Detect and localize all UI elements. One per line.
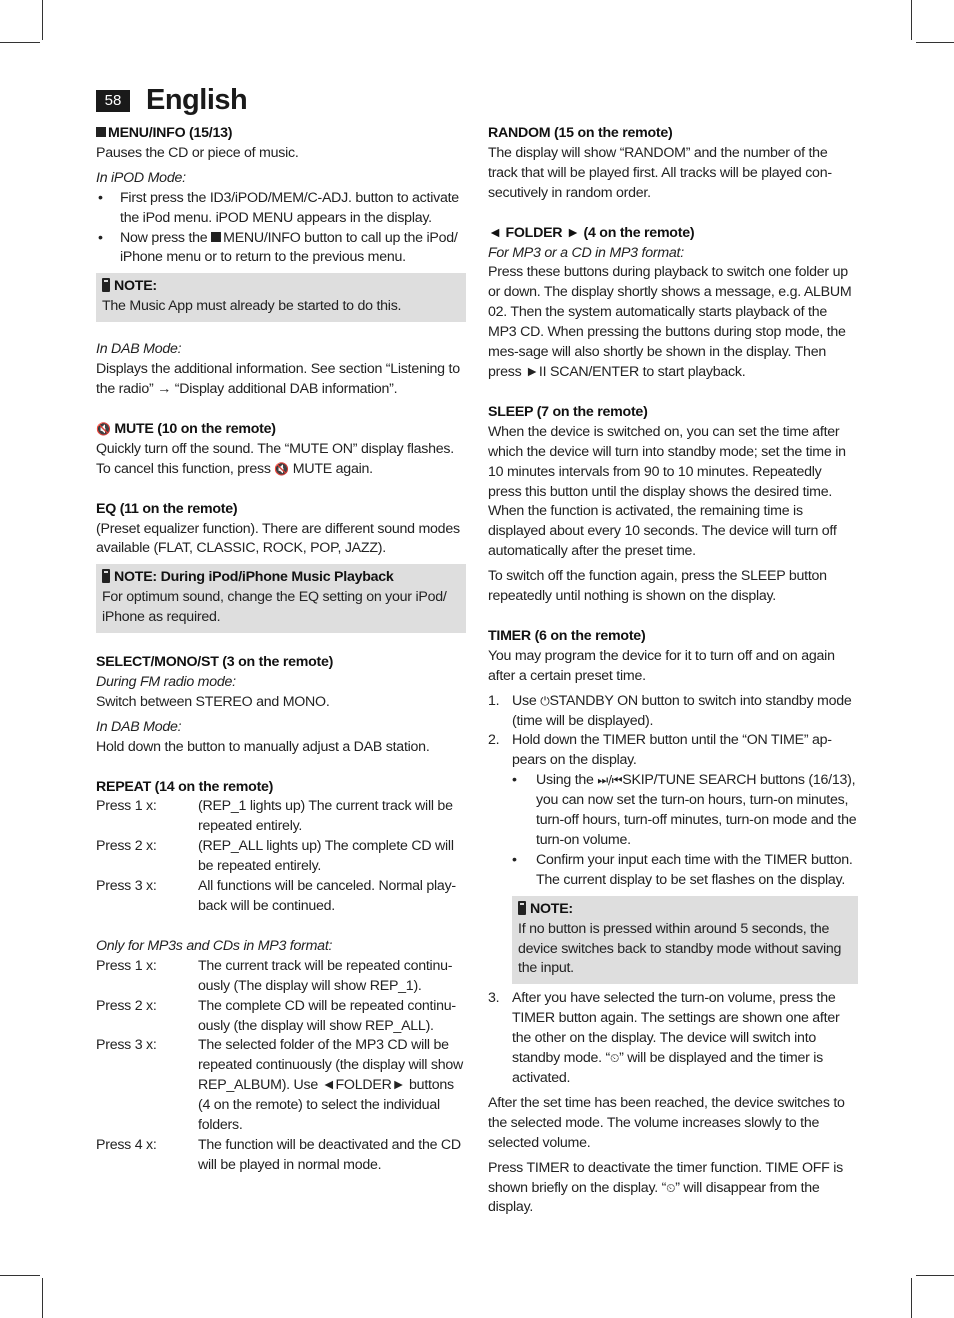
fm-text: Switch between STEREO and MONO. [96, 693, 330, 710]
crop-mark [0, 1275, 40, 1276]
crop-mark [42, 0, 43, 40]
list-item: • First press the ID3/iPOD/MEM/C-ADJ. button to activate the iPod menu. iPOD MENU appears in the display. [98, 189, 459, 226]
crop-mark [911, 0, 912, 40]
sleep-text-2: To switch off the function again, press the SLEEP button repeatedly until nothing is shown on the display. [488, 568, 827, 605]
dab-text: Hold down the button to manually adjust a DAB station. [96, 738, 430, 755]
menu-info-heading: MENU/INFO (15/13) [96, 124, 466, 144]
random-heading: RANDOM (15 on the remote) [488, 125, 673, 141]
mp3-heading: Only for MP3s and CDs in MP3 format: [96, 937, 333, 954]
page-number: 58 [96, 90, 130, 112]
timer-deactivate-text: Press TIMER to deactivate the timer function. TIME OFF is shown briefly on the display. “⏲” will disappear from the display. [488, 1159, 844, 1216]
table-row: Press 1 x: (REP_1 lights up) The current track will be repeated entirely. [96, 798, 453, 835]
folder-text: Press these buttons during playback to switch one folder up or down. The display shortly shows a message, e.g. ALBUM 02. Then the system automatically starts playback of the MP3 CD. When pressing the buttons during stop mode, the mes-sage will also shortly be shown in the display. Then press ►II SCAN/ENTER to start playback. [488, 264, 852, 380]
power-icon: ⏻ [540, 693, 550, 708]
mute-icon: 🔇 [274, 461, 290, 476]
crop-mark [916, 42, 954, 43]
mute-icon: 🔇 [96, 421, 111, 436]
table-row: Press 3 x: The selected folder of the MP3 CD will be repeated continuously (the display will show REP_ALBUM). Use ◄FOLDER► buttons (4 on the remote) to select the individual folders. [96, 1037, 464, 1134]
list-item: 3. After you have selected the turn-on volume, press the TIMER button again. The settings are shown one after the other on the display. The device will switch into standby mode. “⏲” will be displayed and the timer is activated. [488, 990, 840, 1086]
table-row: Press 1 x: The current track will be repeated continu-ously (The display will show REP_1). [96, 957, 453, 994]
eq-heading: EQ (11 on the remote) [96, 500, 238, 517]
skip-icon: ⏭/⏮ [597, 773, 623, 788]
note-box: NOTE: If no button is pressed within around 5 seconds, the device switches back to standby mode without saving the input. [512, 896, 858, 985]
table-row: Press 2 x: The complete CD will be repeated continu-ously (the display will show REP_ALL). [96, 997, 456, 1034]
stop-square-icon [96, 127, 106, 137]
timer-heading: TIMER (6 on the remote) [488, 627, 646, 644]
repeat-heading: REPEAT (14 on the remote) [96, 778, 274, 795]
list-item: • Confirm your input each time with the TIMER button. The current display to be set flashes on the display. [512, 851, 853, 888]
sleep-heading: SLEEP (7 on the remote) [488, 403, 648, 420]
mute-text: Quickly turn off the sound. The “MUTE ON” display flashes. To cancel this function, press 🔇 MUTE again. [96, 440, 454, 477]
stop-square-icon [211, 232, 221, 242]
left-column [96, 124, 466, 1176]
crop-mark [0, 42, 40, 43]
fm-mode-label: During FM radio mode: [96, 673, 236, 690]
list-item: • Using the ⏭/⏮SKIP/TUNE SEARCH buttons (16/13), you can now set the turn-on hours, turn-on minutes, turn-off hours, turn-off minutes, turn-on mode and the turn-on volume. [512, 772, 857, 848]
list-item: 2. Hold down the TIMER button until the “ON TIME” ap-pears on the display. [488, 732, 832, 769]
table-row: Press 4 x: The function will be deactivated and the CD will be played in normal mode. [96, 1136, 461, 1173]
right-column [488, 124, 858, 1218]
timer-intro: You may program the device for it to turn off and on again after a certain preset time. [488, 647, 835, 684]
sleep-text: When the device is switched on, you can set the time after which the device will turn into standby mode; set the time in 10 minutes intervals from 90 to 10 minutes. Repeatedly press this button until the display shows the desired time. When the function is activated, the remaining time is displayed about every 10 seconds. The device will turn off automatically after the preset time. [488, 423, 846, 560]
dab-mode-label: In DAB Mode: [96, 341, 182, 358]
crop-mark [916, 1275, 954, 1276]
crop-mark [911, 1278, 912, 1318]
eq-text: (Preset equalizer function). There are different sound modes available (FLAT, CLASSIC, ROCK, POP, JAZZ). [96, 520, 460, 557]
folder-heading: ◄ FOLDER ► (4 on the remote) [488, 224, 695, 241]
dab-mode-label: In DAB Mode: [96, 718, 182, 735]
mute-heading: 🔇 MUTE (10 on the remote) [96, 420, 276, 437]
page-title: English [146, 84, 248, 116]
note-box: NOTE: The Music App must already be started to do this. [96, 273, 466, 322]
timer-icon: ⏲ [609, 1051, 620, 1066]
table-row: Press 3 x: All functions will be canceled. Normal play-back will be continued. [96, 878, 456, 914]
info-icon [102, 569, 110, 583]
note-box: NOTE: During iPod/iPhone Music Playback For optimum sound, change the EQ setting on your iPod/ iPhone as required. [96, 564, 466, 633]
list-item: • Now press the MENU/INFO button to call up the iPod/ iPhone menu or to return to the previous menu. [98, 229, 458, 266]
random-text: The display will show “RANDOM” and the number of the track that will be played first. All tracks will be played con-secutively in random order. [488, 144, 832, 201]
ipod-mode-label: In iPOD Mode: [96, 169, 186, 186]
menu-info-text: Pauses the CD or piece of music. [96, 144, 299, 161]
crop-mark [42, 1278, 43, 1318]
dab-text: Displays the additional information. See section “Listening to the radio” → “Display additional DAB information”. [96, 361, 460, 397]
mp3-mode-label: For MP3 or a CD in MP3 format: [488, 244, 684, 261]
table-row: Press 2 x: (REP_ALL lights up) The complete CD will be repeated entirely. [96, 838, 454, 875]
list-item: 1. Use ⏻STANDBY ON button to switch into standby mode (time will be displayed). [488, 692, 852, 729]
info-icon [518, 901, 526, 915]
timer-icon: ⏲ [666, 1180, 676, 1195]
info-icon [102, 278, 110, 292]
timer-after-text: After the set time has been reached, the device switches to the selected mode. The volume increases slowly to the selected volume. [488, 1094, 845, 1151]
select-heading: SELECT/MONO/ST (3 on the remote) [96, 654, 334, 671]
